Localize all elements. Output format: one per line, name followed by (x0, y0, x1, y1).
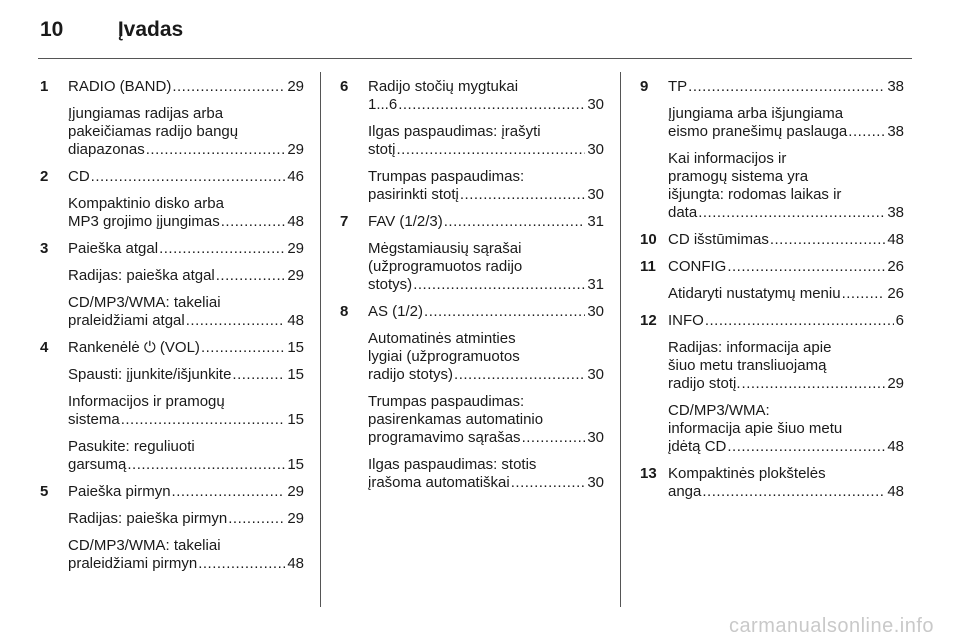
dot-leader (460, 186, 585, 204)
entry-text: programavimo sąrašas (368, 429, 521, 446)
page-reference: 31 (587, 213, 604, 230)
entry-line-with-page (68, 339, 304, 357)
entry-number: 9 (640, 78, 649, 95)
toc-entry (340, 456, 604, 492)
entry-line-with-page (668, 231, 904, 249)
entry-number: 8 (340, 303, 349, 320)
entry-line-with-page (668, 483, 904, 501)
entry-line-with-page (668, 258, 904, 276)
toc-entry (40, 510, 304, 528)
entry-line-with-page (68, 366, 304, 384)
dot-leader (444, 213, 586, 231)
entry-text: AS (1/2) (368, 303, 424, 320)
entry-text: diapazonas (68, 141, 145, 158)
toc-entry (40, 537, 304, 573)
dot-leader (232, 366, 285, 384)
entry-text: Radijo stočių mygtukai (368, 78, 519, 95)
toc-entry (40, 168, 304, 186)
entry-number: 5 (40, 483, 49, 500)
dot-leader (705, 312, 894, 330)
toc-entry (40, 483, 304, 501)
entry-text: Trumpas paspaudimas: (368, 393, 525, 410)
entry-number: 1 (40, 78, 49, 95)
entry-line-with-page (68, 240, 304, 258)
page-reference: 29 (287, 78, 304, 95)
toc-entry (340, 393, 604, 447)
entry-line-with-page (368, 186, 604, 204)
toc-entry (640, 465, 904, 501)
entry-number: 3 (40, 240, 49, 257)
page-reference: 15 (287, 411, 304, 428)
dot-leader (770, 231, 885, 249)
toc-entry (40, 339, 304, 357)
entry-number: 2 (40, 168, 49, 185)
entry-text: FAV (1/2/3) (368, 213, 443, 230)
page-reference: 30 (587, 96, 604, 113)
entry-text: Rankenėlė ⏻ (VOL) (68, 339, 200, 356)
page-reference: 48 (287, 312, 304, 329)
page-reference: 48 (887, 483, 904, 500)
entry-text: data (668, 204, 698, 221)
toc-entry (340, 168, 604, 204)
page-reference: 30 (587, 303, 604, 320)
entry-line-with-page (668, 204, 904, 222)
toc-column-2 (340, 78, 604, 501)
entry-line-with-page (368, 429, 604, 447)
entry-text: (užprogramuotos radijo (368, 258, 523, 275)
entry-text: CONFIG (668, 258, 727, 275)
entry-line-with-page (68, 555, 304, 573)
entry-text: anga (668, 483, 702, 500)
toc-entry (340, 213, 604, 231)
entry-text: radijo stotį. (668, 375, 741, 392)
dot-leader (127, 456, 285, 474)
entry-number: 10 (640, 231, 657, 248)
dot-leader (216, 267, 286, 285)
entry-line-with-page (368, 474, 604, 492)
toc-entry (640, 258, 904, 276)
toc-column-1 (40, 78, 304, 582)
dot-leader (522, 429, 586, 447)
toc-entry (640, 231, 904, 249)
entry-text: įdėtą CD (668, 438, 727, 455)
entry-line-with-page (368, 276, 604, 294)
entry-text: Radijas: informacija apie (668, 339, 832, 356)
entry-text: lygiai (užprogramuotos (368, 348, 520, 365)
dot-leader (511, 474, 586, 492)
entry-text: Paieška pirmyn (68, 483, 171, 500)
entry-text: praleidžiami atgal (68, 312, 185, 329)
page-reference: 29 (287, 141, 304, 158)
page-reference: 38 (887, 123, 904, 140)
entry-number: 7 (340, 213, 349, 230)
toc-entry (340, 78, 604, 114)
entry-text: INFO (668, 312, 704, 329)
column-divider-1 (320, 72, 321, 607)
entry-text: TP (668, 78, 688, 95)
toc-entry (40, 438, 304, 474)
dot-leader (172, 483, 286, 501)
page-reference: 48 (287, 555, 304, 572)
dot-leader (424, 303, 585, 321)
page-reference: 26 (887, 285, 904, 302)
entry-number: 4 (40, 339, 49, 356)
entry-text: Kompaktinio disko arba (68, 195, 224, 212)
toc-entry (640, 150, 904, 222)
entry-line-with-page (68, 141, 304, 159)
toc-column-3 (640, 78, 904, 510)
toc-entry (40, 366, 304, 384)
toc-entry (640, 78, 904, 96)
entry-line-with-page (68, 78, 304, 96)
toc-entry (340, 123, 604, 159)
entry-text: Paieška atgal (68, 240, 159, 257)
toc-entry (340, 330, 604, 384)
page-reference: 29 (287, 267, 304, 284)
entry-text: Radijas: paieška atgal (68, 267, 215, 284)
page-reference: 30 (587, 474, 604, 491)
entry-text: praleidžiami pirmyn (68, 555, 198, 572)
toc-entry (640, 105, 904, 141)
column-divider-2 (620, 72, 621, 607)
entry-text: Ilgas paspaudimas: įrašyti (368, 123, 541, 140)
page-reference: 38 (887, 78, 904, 95)
page-reference: 29 (287, 240, 304, 257)
entry-line-with-page (68, 267, 304, 285)
dot-leader (842, 285, 886, 303)
toc-entry (640, 312, 904, 330)
page-reference: 48 (887, 231, 904, 248)
entry-line-with-page (368, 213, 604, 231)
entry-line-with-page (68, 510, 304, 528)
page-reference: 26 (887, 258, 904, 275)
dot-leader (201, 339, 285, 357)
page-reference: 31 (587, 276, 604, 293)
entry-text: pramogų sistema yra (668, 168, 809, 185)
entry-text: pakeičiamas radijo bangų (68, 123, 239, 140)
toc-entry (640, 402, 904, 456)
dot-leader (146, 141, 286, 159)
entry-text: įrašoma automatiškai (368, 474, 510, 491)
entry-text: Ilgas paspaudimas: stotis (368, 456, 537, 473)
entry-line-with-page (368, 366, 604, 384)
dot-leader (398, 96, 585, 114)
toc-entry (640, 285, 904, 303)
dot-leader (688, 78, 885, 96)
dot-leader (848, 123, 885, 141)
page-reference: 30 (587, 366, 604, 383)
entry-line-with-page (368, 303, 604, 321)
toc-entry (40, 240, 304, 258)
entry-text: pasirinkti stotį (368, 186, 459, 203)
entry-text: RADIO (BAND) (68, 78, 172, 95)
entry-line-with-page (68, 168, 304, 186)
page-reference: 6 (895, 312, 904, 329)
entry-text: Radijas: paieška pirmyn (68, 510, 228, 527)
entry-line-with-page (668, 285, 904, 303)
entry-text: Informacijos ir pramogų (68, 393, 225, 410)
entry-text: stotį (368, 141, 396, 158)
toc-entry (340, 303, 604, 321)
page-reference: 15 (287, 366, 304, 383)
dot-leader (454, 366, 585, 384)
toc-entry (40, 393, 304, 429)
entry-text: Mėgstamiausių sąrašai (368, 240, 522, 257)
entry-text: Įjungiamas radijas arba (68, 105, 224, 122)
entry-line-with-page (668, 123, 904, 141)
dot-leader (413, 276, 585, 294)
dot-leader (121, 411, 286, 429)
entry-text: Kai informacijos ir (668, 150, 787, 167)
page-number: 10 (40, 18, 64, 41)
page-reference: 30 (587, 141, 604, 158)
entry-text: CD (68, 168, 90, 185)
header-rule (38, 58, 912, 59)
entry-number: 12 (640, 312, 657, 329)
entry-line-with-page (68, 312, 304, 330)
entry-text: Įjungiama arba išjungiama (668, 105, 844, 122)
entry-text: Automatinės atminties (368, 330, 516, 347)
page-reference: 29 (287, 483, 304, 500)
dot-leader (397, 141, 586, 159)
page-reference: 48 (287, 213, 304, 230)
entry-line-with-page (668, 312, 904, 330)
entry-text: CD/MP3/WMA: (668, 402, 770, 419)
entry-line-with-page (68, 411, 304, 429)
dot-leader (91, 168, 286, 186)
toc-entry (640, 339, 904, 393)
toc-entry (40, 105, 304, 159)
entry-number: 6 (340, 78, 349, 95)
entry-line-with-page (668, 78, 904, 96)
entry-line-with-page (668, 375, 904, 393)
entry-text: šiuo metu transliuojamą (668, 357, 827, 374)
dot-leader (742, 375, 886, 393)
entry-text: Kompaktinės plokštelės (668, 465, 826, 482)
entry-text: CD/MP3/WMA: takeliai (68, 537, 221, 554)
entry-text: Spausti: įjunkite/išjunkite (68, 366, 232, 383)
entry-line-with-page (68, 483, 304, 501)
page-reference: 30 (587, 186, 604, 203)
toc-entry (40, 267, 304, 285)
entry-text: sistema (68, 411, 120, 428)
entry-text: 1...6 (368, 96, 398, 113)
entry-text: eismo pranešimų paslauga (668, 123, 848, 140)
entry-line-with-page (68, 456, 304, 474)
page-reference: 15 (287, 456, 304, 473)
toc-entry (40, 195, 304, 231)
page-header (40, 18, 183, 42)
dot-leader (702, 483, 885, 501)
page-reference: 38 (887, 204, 904, 221)
entry-line-with-page (368, 141, 604, 159)
watermark: carmanualsonline.info (728, 615, 934, 637)
toc-entry (40, 294, 304, 330)
entry-text: radijo stotys) (368, 366, 454, 383)
dot-leader (228, 510, 285, 528)
entry-line-with-page (368, 96, 604, 114)
dot-leader (221, 213, 286, 231)
dot-leader (198, 555, 285, 573)
entry-text: Atidaryti nustatymų meniu (668, 285, 841, 302)
entry-text: stotys) (368, 276, 413, 293)
page-reference: 46 (287, 168, 304, 185)
entry-text: pasirenkamas automatinio (368, 411, 544, 428)
entry-number: 13 (640, 465, 657, 482)
dot-leader (172, 78, 285, 96)
dot-leader (698, 204, 885, 222)
entry-text: CD išstūmimas (668, 231, 769, 248)
page-reference: 30 (587, 429, 604, 446)
page-reference: 29 (887, 375, 904, 392)
toc-entry (340, 240, 604, 294)
entry-line-with-page (68, 213, 304, 231)
page-reference: 48 (887, 438, 904, 455)
entry-text: Pasukite: reguliuoti (68, 438, 195, 455)
page-reference: 29 (287, 510, 304, 527)
entry-text: išjungta: rodomas laikas ir (668, 186, 842, 203)
entry-text: CD/MP3/WMA: takeliai (68, 294, 221, 311)
dot-leader (159, 240, 285, 258)
entry-number: 11 (640, 258, 656, 275)
dot-leader (727, 258, 885, 276)
dot-leader (727, 438, 885, 456)
dot-leader (186, 312, 286, 330)
toc-entry (40, 78, 304, 96)
entry-text: Trumpas paspaudimas: (368, 168, 525, 185)
entry-text: garsumą (68, 456, 127, 473)
entry-line-with-page (668, 438, 904, 456)
entry-text: MP3 grojimo įjungimas (68, 213, 220, 230)
entry-text: informacija apie šiuo metu (668, 420, 843, 437)
page-reference: 15 (287, 339, 304, 356)
page-title: Įvadas (117, 18, 184, 41)
